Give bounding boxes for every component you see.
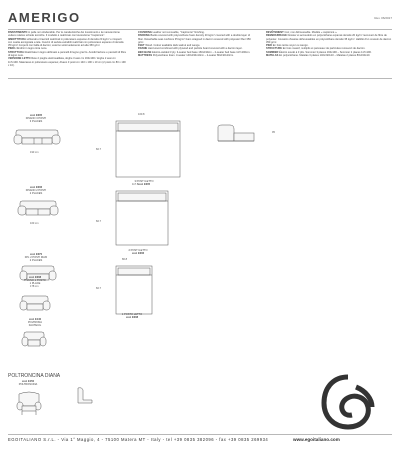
spec-text: Électro soudé à 3 plis. Sommier 3 places 160x190 – Sommier 2 places 117x190.: [279, 50, 372, 54]
spec-text: in pelle non sfoderabile. Per le caratteristiche dei rivestimenti e la manutenzione vedere relative schede tecniche. Il modello è realizzato con lavorazione "Capitonné".: [8, 31, 120, 38]
bed-2-plan-drawing: [108, 187, 178, 255]
model-name-fr: 2 PLACES: [29, 259, 43, 263]
spec-paragraph: [138, 54, 256, 57]
model-code: cod. E005: [29, 114, 43, 117]
spec-key: MATELAS: [266, 54, 279, 58]
bed-code: cod. E008: [125, 316, 139, 320]
model-label: [16, 114, 56, 124]
spec-key: PADDING: [138, 34, 150, 38]
spec-paragraph: [8, 31, 126, 38]
model-name: DIVANO 3 POSTI: [25, 117, 47, 121]
spec-key: FRAME: [138, 47, 148, 51]
spec-text: Dossier et accoudoirs en polyuréthane expansé densité 20 kg/m³ recouvert de fibre de polyester. Coussins d'assise déhoussables en polyuréthane densité 35 kg/m³. Habillé d'un coussin de dacron 350 g/m².: [266, 34, 392, 44]
spec-text: schienali e braccioli realizzati in poliuretano espanso di densità 20 kg/m³ e ricoperti con ovatta accoppiata a tela. Cuscini di seduta estraibili realizzati con poliuretano espanso di densità 35 kg/m³ ricoperti con falda di dacron; esterno sottoruolamento ad alta 350 g/m².: [8, 37, 124, 48]
bed-width: 117.8: [132, 183, 139, 186]
spec-text: En bois teinte noyer ou wengé.: [272, 44, 309, 48]
width-dimension: 163 cm: [30, 222, 39, 225]
sofa-2-front-drawing: [16, 198, 60, 220]
spec-text: En bois massif, multiplis et panneaux de particules recouvert de dacron.: [282, 47, 366, 51]
spec-text: Leather not removable, "Capitonné" finishing.: [152, 31, 205, 34]
spec-key: RIVESTIMENTO: [8, 31, 28, 34]
header-rule: [8, 29, 392, 30]
poltroncina-title: POLTRONCINA DIANA: [8, 373, 61, 379]
width-dimension: 178 cm: [30, 285, 39, 288]
bed-depth: 82.7: [96, 220, 102, 223]
spec-text: Realizzata in legno abbinato a pannelli di legno grezzo. Anodizzazione e pannelli di fibra di legno nere.: [8, 50, 126, 58]
sofa-1-front-drawing: [18, 294, 52, 314]
spec-text: Polyurethane foam. 3-seater 140x190x10cm – 2-seater 80x190x10cm.: [152, 54, 234, 58]
spec-key: PIED: [266, 44, 273, 48]
spec-text: En polyuréthane. Matelas 3 places 140x190x10 – Matelas 2 places 80x190x10.: [279, 54, 371, 58]
spec-key: FEET: [138, 44, 145, 48]
spec-key: STRUTTURA: [8, 50, 24, 54]
model-name-fr: 1 PLACE: [29, 282, 41, 286]
model-name: DIV. 2 POSTI MAXI: [24, 256, 48, 260]
poltroncina-code: cod. E150: [21, 380, 35, 383]
columns-rule: [8, 78, 392, 79]
model-name: DIVANO 2 POSTI: [25, 189, 47, 193]
footer-website[interactable]: www.egoitaliano.com: [293, 437, 340, 442]
spec-column-fr: [266, 31, 392, 57]
width-dimension: 193 cm: [30, 151, 39, 154]
spec-key: STRUCTURE: [266, 47, 282, 51]
bed-3-plan-drawing: [108, 117, 188, 187]
spec-paragraph: [138, 34, 256, 44]
spec-column-en: [138, 31, 256, 57]
spec-key: COVERING: [138, 31, 152, 34]
model-code: cod. E140: [28, 318, 42, 321]
spec-text: Electro-welded 3 ply. 3-seater bed base 160x190cm – 2-seater bed base 117x190cm.: [152, 50, 251, 54]
product-title: AMERIGO: [8, 10, 81, 25]
bed-depth: 82.7: [96, 287, 102, 290]
model-name-fr: 2 PLACES: [29, 192, 43, 196]
spec-key: REVÊTEMENT: [266, 31, 284, 34]
armchair-front-drawing: [20, 330, 48, 350]
spec-key: VERSIONE LETTO: [8, 57, 31, 61]
spec-text: cilindrici in legno tinta noce.: [15, 47, 48, 51]
model-code: cod. E006: [29, 186, 43, 189]
poltroncina-side-drawing: [74, 386, 96, 406]
bed-label: 3 POSTI LETTO cod. E005: [122, 180, 166, 186]
poltroncina-label: [10, 380, 46, 386]
spec-key: PIEDI: [8, 47, 15, 51]
spec-text: Cuir, non déhoussable. Modèle « capitonné ».: [284, 31, 338, 34]
bed-label: 2 POSTI LETTO cod. E006: [116, 249, 160, 255]
model-label: [16, 186, 56, 196]
model-label: [16, 253, 56, 263]
spec-key: MATTRESS: [138, 54, 153, 58]
bed-code: cod. E006: [131, 252, 145, 256]
model-name-fr: FAUTEUIL: [28, 324, 42, 328]
footer-address: EGOITALIANO S.r.L. - Via 1° Maggio, 4 - 75100 Matera MT - Italy - tel +39 0835 382096 - fax +39 0835 269934: [8, 437, 269, 442]
model-code: cod. E008: [28, 276, 42, 279]
model-label: [18, 276, 52, 286]
model-name: DIVANO 1 POSTO: [24, 279, 46, 283]
spec-text: Wood. Colour available dark walnut and wenge.: [145, 44, 201, 48]
model-code: cod. E070: [29, 253, 43, 256]
bed-width: 160.8: [138, 113, 145, 116]
model-name: POLTRONA: [27, 321, 43, 325]
sofa-3-front-drawing: [12, 127, 62, 149]
spec-column-it: [8, 31, 126, 67]
spec-key: SOMMIER: [266, 50, 279, 54]
poltroncina-front-drawing: [14, 390, 44, 418]
spec-text: Backs covered with polyurethane foam density 20 kg/m³ covered with a double layer of fiber. Detachable seat cushions 35 kg/m³ foam wrapped in dacron covered with polyester fiber 350 g/m².: [138, 34, 251, 44]
sofa-3-side-drawing: [214, 123, 260, 145]
revision-label: Rev. 06/2017: [374, 16, 392, 20]
spec-key: REMBOURRAGE: [266, 34, 287, 38]
spec-paragraph: [266, 34, 392, 44]
bed-width: 80.8: [122, 258, 128, 261]
spec-key: BED BASE: [138, 50, 152, 54]
spec-paragraph: [266, 54, 392, 57]
bed-depth: 82.7: [96, 148, 102, 151]
model-name-fr: 3 PLACES: [29, 120, 43, 124]
spec-text: Hard wood combined with plywood and particle board covered with a dacron layer.: [147, 47, 243, 51]
bed-open-depth: 95: [272, 131, 275, 134]
model-label: [18, 318, 52, 328]
footer-rule: [8, 434, 392, 435]
poltroncina-name: POLTRONCINA: [18, 383, 38, 387]
bed-code: cod. E005: [137, 183, 151, 187]
spec-paragraph: [8, 57, 126, 67]
bed-label: 1 POSTO LETTO cod. E008: [112, 313, 152, 319]
brand-swirl-logo: [318, 373, 378, 433]
spec-text: Rete 2 pieghe elettrosaldata, doghe 3 assi cm 160x190 / doghe 2 assi cm 117x190. Materasso in poliuretano espanso; divano 3 posti cm 140 x 190 x 10 cm (2 posti cm 80 x 190 x 10).: [8, 57, 126, 67]
spec-key: IMBOTTITURA: [8, 37, 26, 41]
